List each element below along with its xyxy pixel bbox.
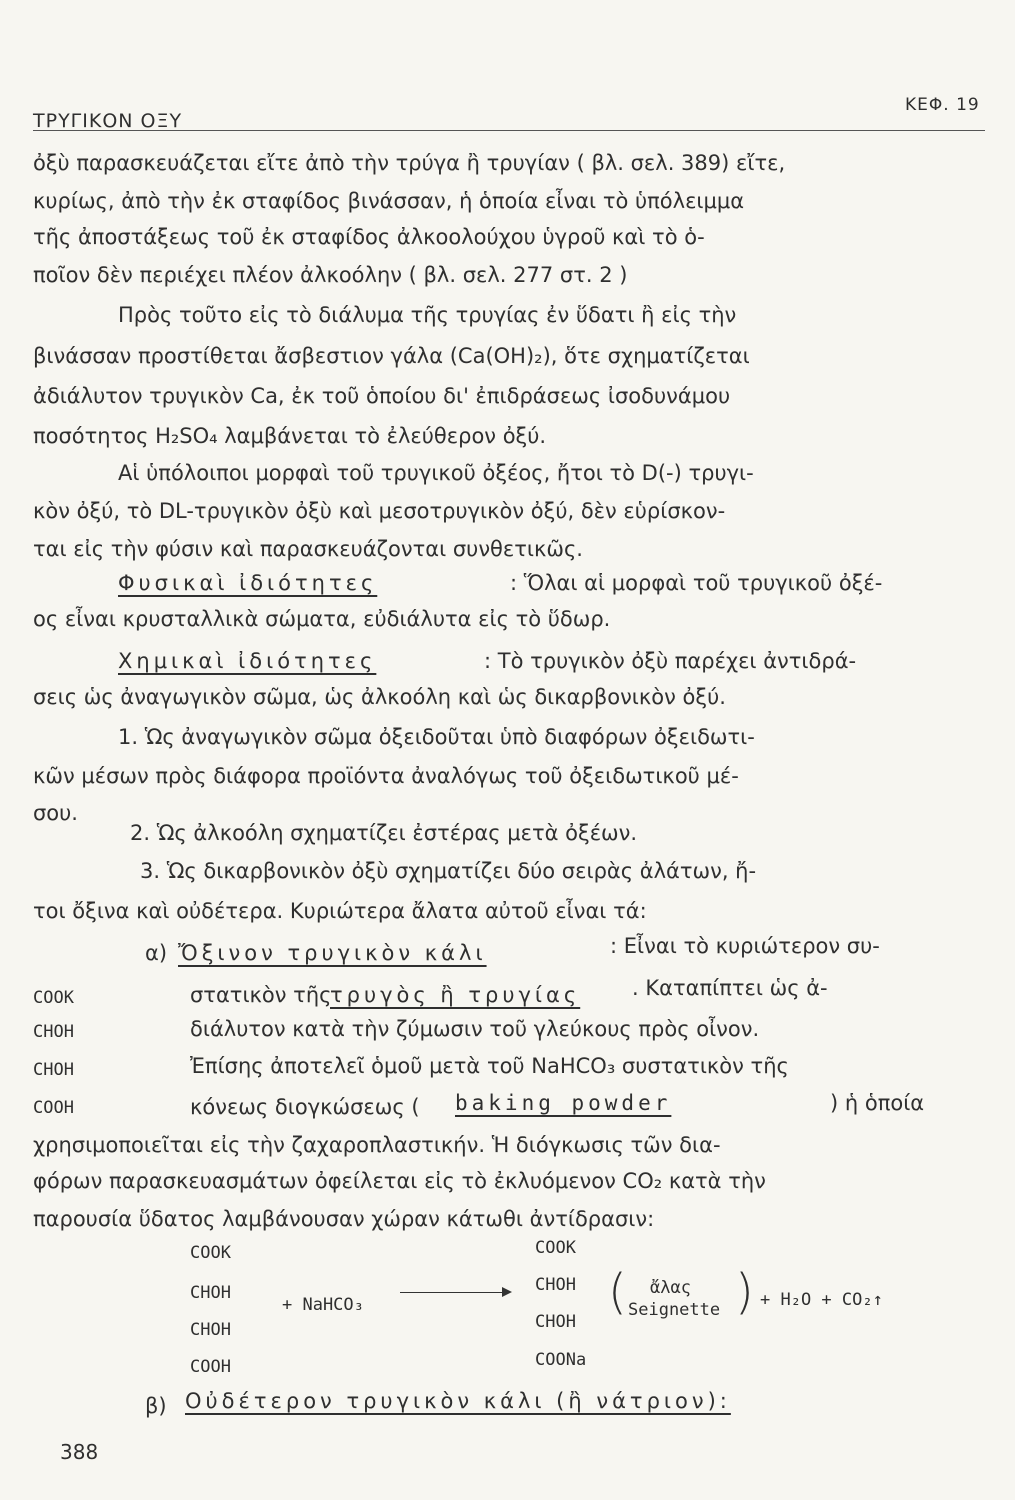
tartar-term: τρυγὸς ἢ τρυγίας [330, 983, 581, 1007]
text-line: : Τὸ τρυγικὸν ὀξὺ παρέχει ἀντιδρά- [484, 649, 857, 673]
salt-name-top: ἄλας [650, 1278, 691, 1298]
text-line: : Ὅλαι αἱ μορφαὶ τοῦ τρυγικοῦ ὀξέ- [510, 571, 883, 595]
text-line: σου. [33, 801, 78, 825]
running-title: ΤΡΥΓΙΚΟΝ ΟΞΥ [33, 110, 183, 132]
text-line: κὸν ὀξύ, τὸ DL-τρυγικὸν ὀξὺ καὶ μεσοτρυγικὸν ὀξύ, δὲν εὑρίσκον- [33, 499, 726, 523]
reactant-line: COOK [190, 1243, 231, 1263]
side-formula-line: COOH [33, 1098, 74, 1118]
baking-powder-term: baking powder [455, 1091, 672, 1115]
side-formula-line: CHOH [33, 1022, 74, 1042]
side-formula-line: CHOH [33, 1060, 74, 1080]
text-line: στατικὸν τῆς [190, 983, 332, 1007]
reactant-line: CHOH [190, 1283, 231, 1303]
text-line: ται εἰς τὴν φύσιν καὶ παρασκευάζονται συνθετικῶς. [33, 537, 583, 561]
text-line: Αἱ ὑπόλοιποι μορφαὶ τοῦ τρυγικοῦ ὀξέος, ἤτοι τὸ D(-) τρυγι- [118, 461, 754, 485]
text-line: 3. Ὡς δικαρβονικὸν ὀξὺ σχηματίζει δύο σειρὰς ἀλάτων, ἤ- [140, 859, 757, 883]
side-formula-line: COOK [33, 988, 74, 1008]
product-line: COONa [535, 1350, 587, 1370]
text-line: ὀξὺ παρασκευάζεται εἴτε ἀπὸ τὴν τρύγα ἢ τρυγίαν ( βλ. σελ. 389) εἴτε, [33, 151, 786, 175]
text-line: κόνεως διογκώσεως ( [190, 1095, 420, 1119]
chapter-label: ΚΕΦ. 19 [905, 95, 980, 115]
text-line: φόρων παρασκευασμάτων ὀφείλεται εἰς τὸ ἐκλυόμενον CO₂ κατὰ τὴν [33, 1169, 766, 1193]
reagent-nahco3: + NaHCO₃ [282, 1295, 364, 1315]
section-heading-physical: Φυσικαὶ ἰδιότητες [118, 571, 378, 595]
salt-name-acid: Ὄξινον τρυγικὸν κάλι [178, 941, 487, 965]
text-line: ἀδιάλυτον τρυγικὸν Ca, ἐκ τοῦ ὁποίου δι' ἐπιδράσεως ἰσοδυνάμου [33, 384, 731, 408]
text-line: . Καταπίπτει ὡς ἀ- [632, 976, 828, 1000]
text-line: ποσότητος H₂SO₄ λαμβάνεται τὸ ἐλεύθερον ὀξύ. [33, 424, 547, 448]
text-line: βινάσσαν προστίθεται ἄσβεστιον γάλα (Ca(OH)₂), ὅτε σχηματίζεται [33, 344, 750, 368]
text-line: τῆς ἀποστάξεως τοῦ ἐκ σταφίδος ἀλκοολούχου ὑγροῦ καὶ τὸ ὁ- [33, 225, 705, 249]
reaction-arrow [400, 1292, 510, 1293]
reaction-products-tail: + H₂O + CO₂↑ [760, 1290, 883, 1310]
left-paren: ( [608, 1264, 627, 1320]
salt-name-neutral: Οὐδέτερον τρυγικὸν κάλι (ἢ νάτριον): [185, 1389, 731, 1413]
salt-name-bottom: Seignette [628, 1300, 721, 1320]
text-line: τοι ὄξινα καὶ οὐδέτερα. Κυριώτερα ἄλατα αὐτοῦ εἶναι τά: [33, 899, 647, 923]
text-line: Ἐπίσης ἀποτελεῖ ὁμοῦ μετὰ τοῦ NaHCO₃ συστατικὸν τῆς [190, 1054, 789, 1078]
page-number: 388 [60, 1440, 99, 1464]
text-line: ποῖον δὲν περιέχει πλέον ἀλκοόλην ( βλ. σελ. 277 στ. 2 ) [33, 263, 628, 287]
text-line: α) [145, 941, 168, 965]
text-line: : Εἶναι τὸ κυριώτερον συ- [610, 934, 880, 958]
product-line: CHOH [535, 1312, 576, 1332]
product-line: CHOH [535, 1275, 576, 1295]
text-line: σεις ὡς ἀναγωγικὸν σῶμα, ὡς ἀλκοόλη καὶ ὡς δικαρβονικὸν ὀξύ. [33, 685, 726, 709]
text-line: ος εἶναι κρυσταλλικὰ σώματα, εὐδιάλυτα εἰς τὸ ὕδωρ. [33, 607, 611, 631]
section-heading-chemical: Χημικαὶ ἰδιότητες [118, 649, 377, 673]
text-line: β) [145, 1394, 167, 1418]
text-line: 1. Ὡς ἀναγωγικὸν σῶμα ὀξειδοῦται ὑπὸ διαφόρων ὀξειδωτι- [118, 725, 755, 749]
text-line: παρουσία ὕδατος λαμβάνουσαν χώραν κάτωθι ἀντίδρασιν: [33, 1207, 655, 1231]
product-line: COOK [535, 1238, 576, 1258]
text-line: διάλυτον κατὰ τὴν ζύμωσιν τοῦ γλεύκους πρὸς οἶνον. [190, 1017, 760, 1041]
right-paren: ) [735, 1264, 754, 1320]
text-line: κῶν μέσων πρὸς διάφορα προϊόντα ἀναλόγως τοῦ ὀξειδωτικοῦ μέ- [33, 764, 739, 788]
text-line: 2. Ὡς ἀλκοόλη σχηματίζει ἐστέρας μετὰ ὀξέων. [130, 821, 638, 845]
reactant-line: CHOH [190, 1320, 231, 1340]
text-line: Πρὸς τοῦτο εἰς τὸ διάλυμα τῆς τρυγίας ἐν ὕδατι ἢ εἰς τὴν [118, 303, 737, 327]
text-line: κυρίως, ἀπὸ τὴν ἐκ σταφίδος βινάσσαν, ἡ ὁποία εἶναι τὸ ὑπόλειμμα [33, 189, 745, 213]
reactant-line: COOH [190, 1357, 231, 1377]
header-rule [33, 130, 985, 131]
text-line: ) ἡ ὁποία [830, 1091, 925, 1115]
text-line: χρησιμοποιεῖται εἰς τὴν ζαχαροπλαστικήν. Ἡ διόγκωσις τῶν δια- [33, 1133, 721, 1157]
